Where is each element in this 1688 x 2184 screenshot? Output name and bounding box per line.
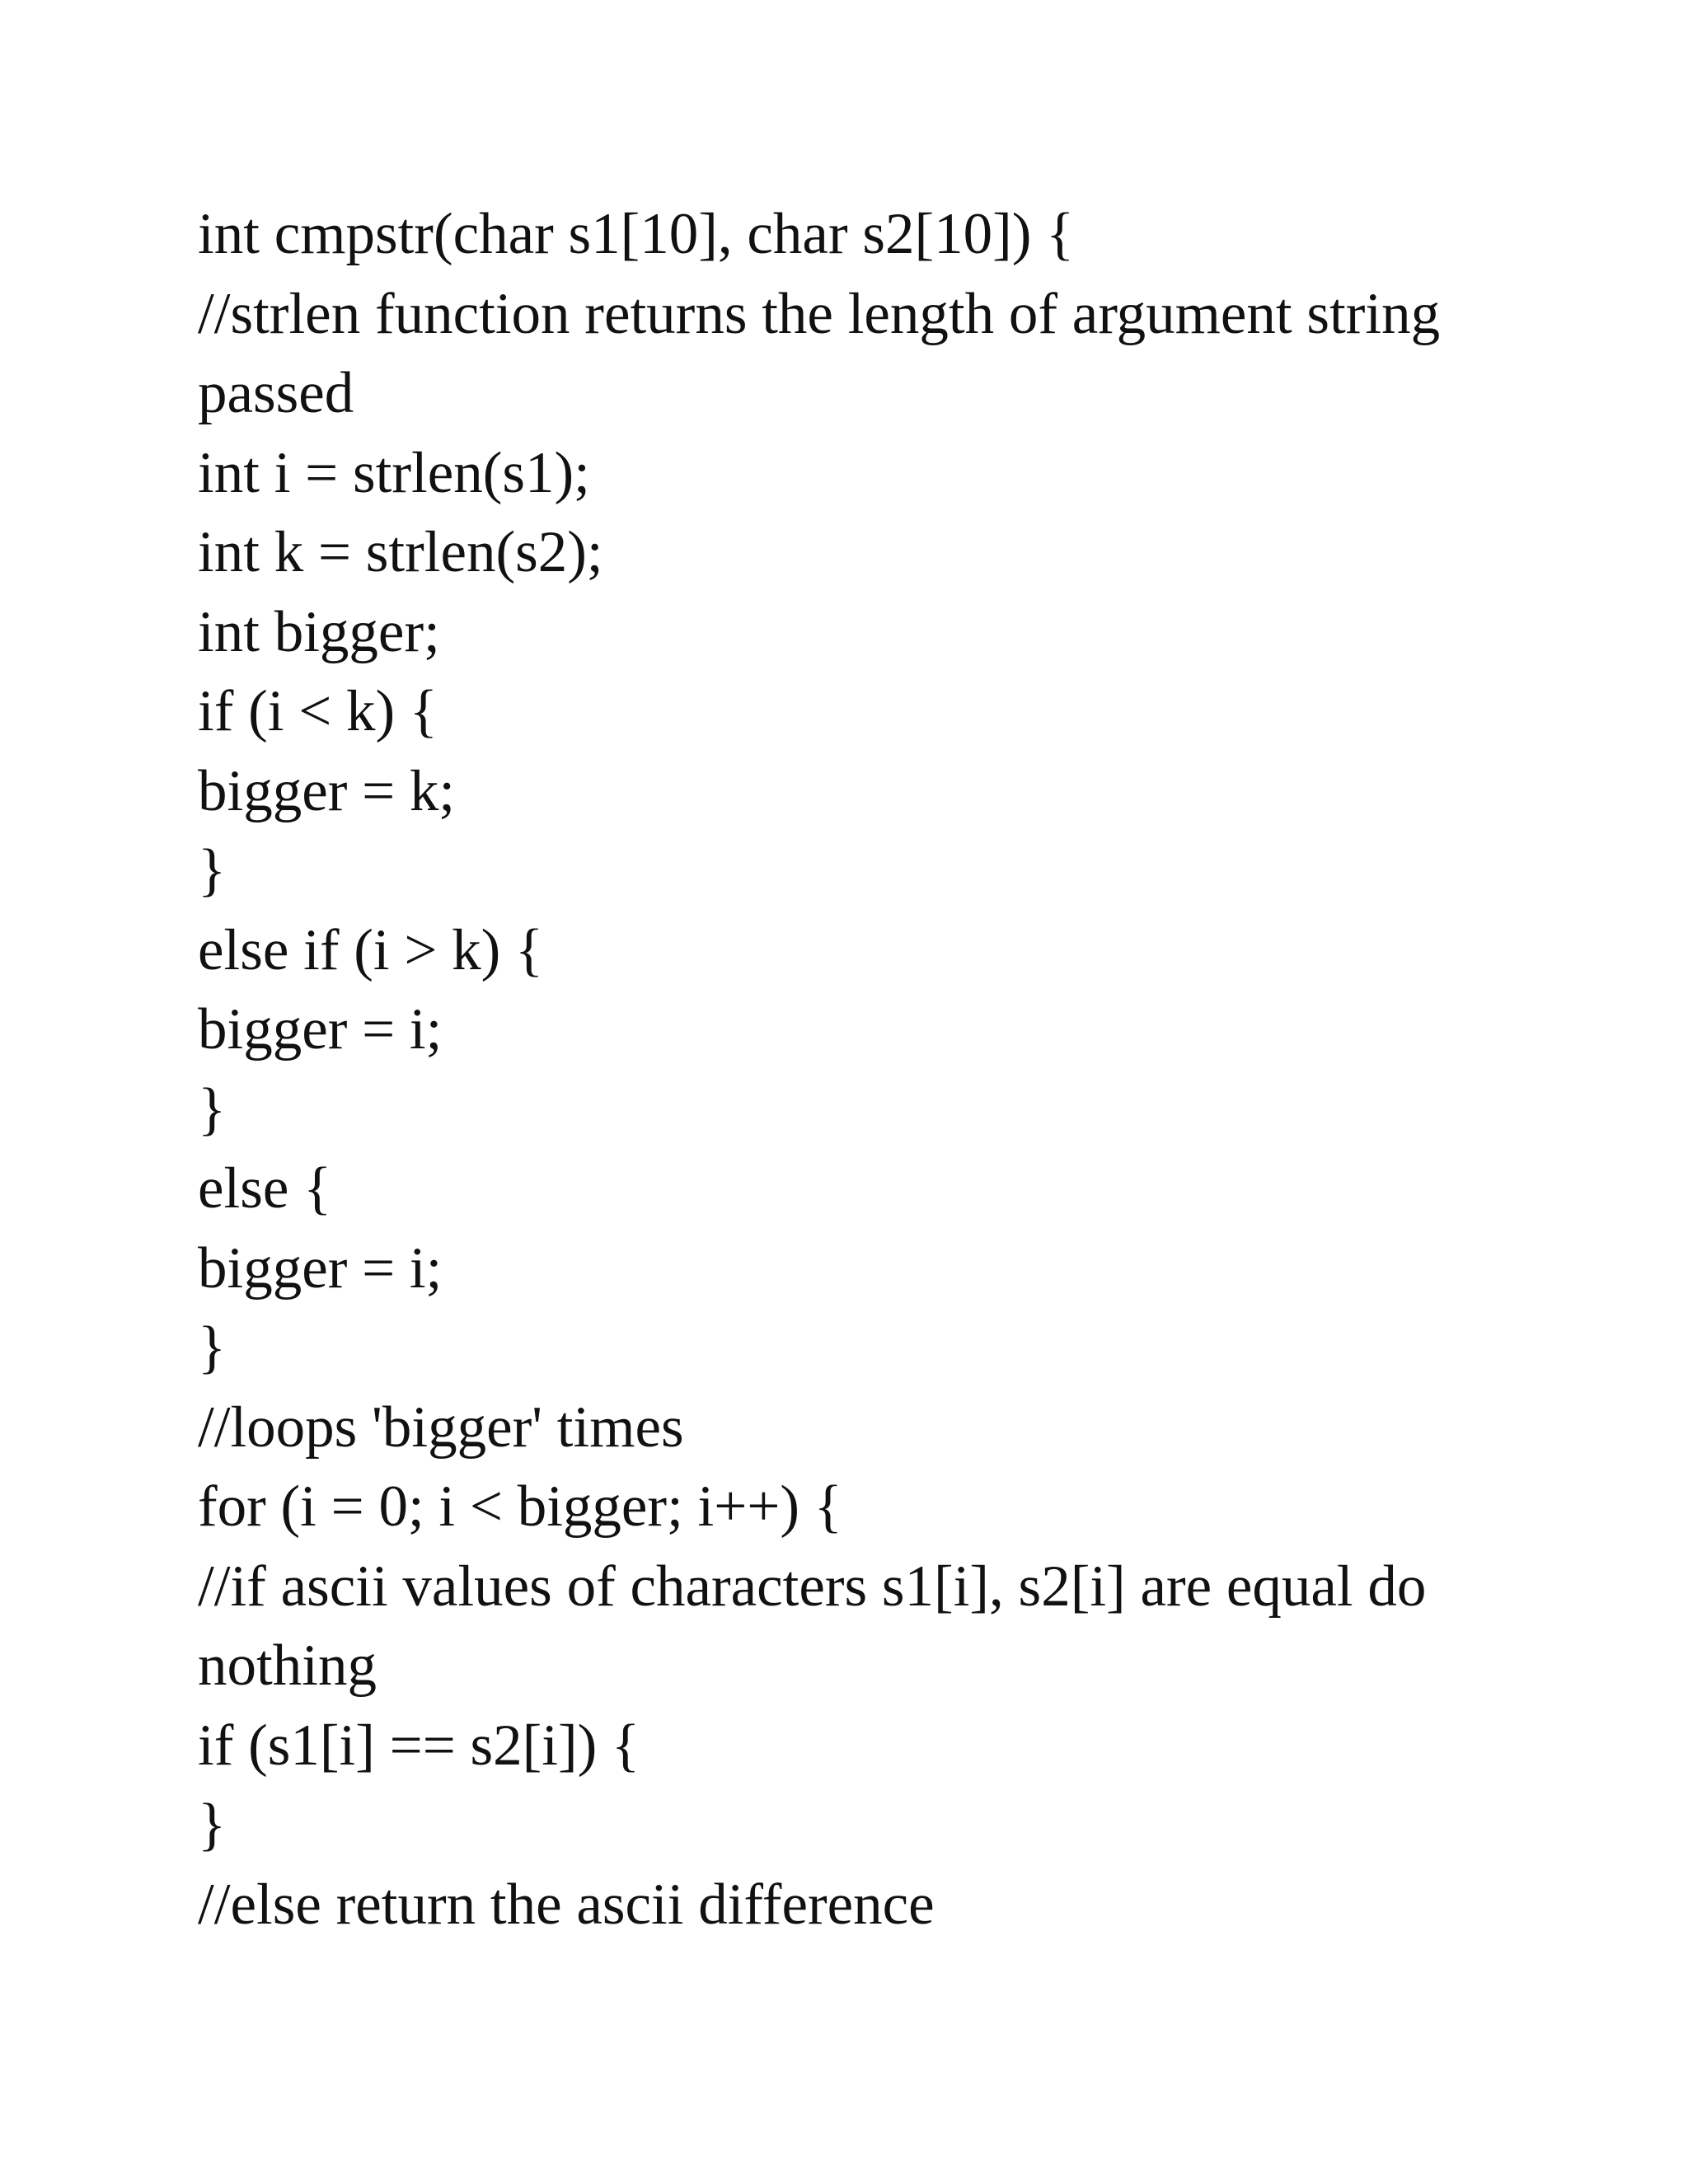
code-line-assign-i-else: bigger = i; (198, 1235, 443, 1301)
code-line-comment-ascii-equal: //if ascii values of characters s1[i], s2[i] are equal do (198, 1554, 1427, 1619)
code-line-close-brace: } (198, 838, 227, 902)
code-line-assign-i: bigger = i; (198, 997, 443, 1062)
code-line-comment-strlen: //strlen function returns the length of argument string (198, 281, 1441, 346)
code-line-declare-bigger: int bigger; (198, 599, 440, 664)
code-line-else: else { (198, 1156, 332, 1221)
code-line-assign-k: bigger = k; (198, 758, 456, 823)
code-line-comment-loops: //loops 'bigger' times (198, 1394, 684, 1460)
code-line-for-loop: for (i = 0; i < bigger; i++) { (198, 1474, 842, 1539)
code-line-comment-continued: passed (198, 361, 354, 425)
code-line-close-brace: } (198, 1793, 227, 1857)
code-line-declare-i: int i = strlen(s1); (198, 440, 590, 505)
code-line-function-signature: int cmpstr(char s1[10], char s2[10]) { (198, 202, 1075, 266)
code-line-comment-nothing: nothing (198, 1633, 377, 1698)
code-line-comment-else-return: //else return the ascii difference (198, 1872, 935, 1937)
code-line-if-equal: if (s1[i] == s2[i]) { (198, 1713, 640, 1778)
code-line-if-less: if (i < k) { (198, 679, 438, 743)
code-line-close-brace: } (198, 1315, 227, 1380)
code-line-close-brace: } (198, 1076, 227, 1141)
code-line-declare-k: int k = strlen(s2); (198, 520, 603, 584)
code-text-block (198, 194, 1517, 1944)
code-line-else-if-greater: else if (i > k) { (198, 917, 544, 982)
